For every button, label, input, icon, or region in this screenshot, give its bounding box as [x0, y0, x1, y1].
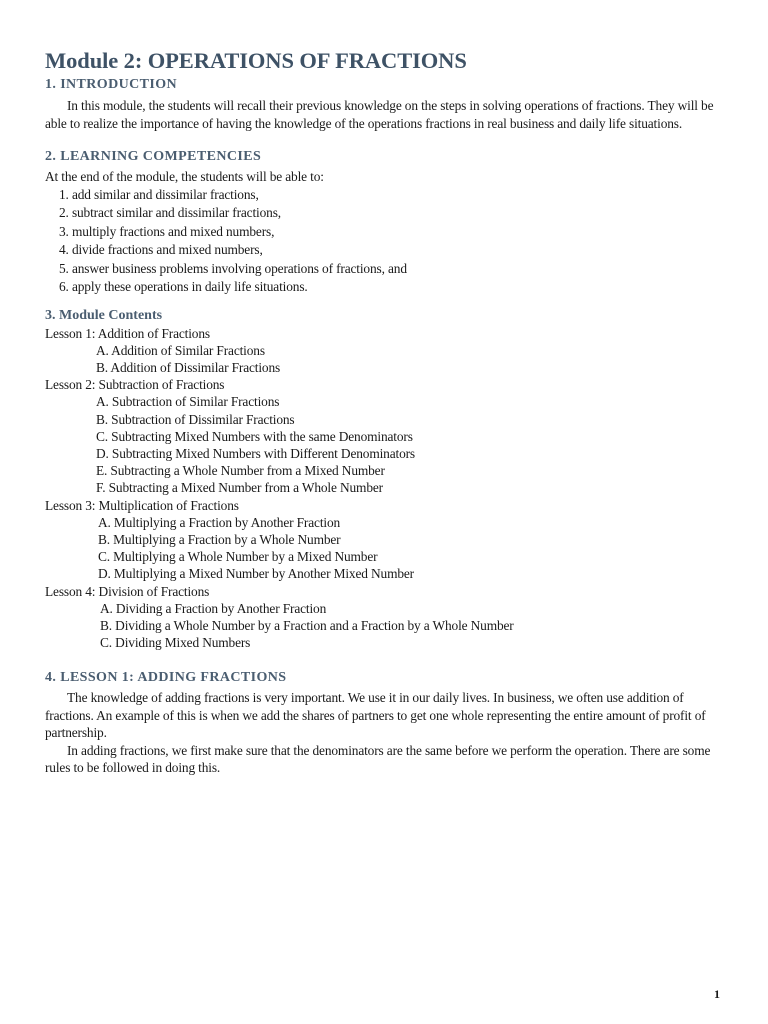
list-item: 3. multiply fractions and mixed numbers,	[59, 223, 275, 239]
lesson-1-heading: 4. LESSON 1: ADDING FRACTIONS	[45, 670, 287, 686]
document-page	[45, 46, 725, 777]
competencies-lead: At the end of the module, the students will be able to:	[45, 169, 324, 184]
page-number: 1	[714, 987, 720, 1001]
lesson-3-item: D. Multiplying a Mixed Number by Another Mixed Number	[98, 566, 414, 582]
lesson-2-item: F. Subtracting a Mixed Number from a Whole Number	[96, 480, 383, 496]
lesson-2-item: B. Subtraction of Dissimilar Fractions	[96, 411, 295, 427]
lesson-3-item: B. Multiplying a Fraction by a Whole Number	[98, 531, 341, 547]
lesson-2-item: E. Subtracting a Whole Number from a Mixed Number	[96, 463, 385, 479]
lesson-3-title: Lesson 3: Multiplication of Fractions	[45, 497, 239, 513]
lesson-3-item: A. Multiplying a Fraction by Another Fraction	[98, 514, 341, 530]
lesson-2-item: C. Subtracting Mixed Numbers with the same Denominators	[96, 428, 413, 444]
module-contents-heading: 3. Module Contents	[45, 307, 163, 323]
list-item: 6. apply these operations in daily life situations.	[59, 279, 308, 294]
lesson-1-item: A. Addition of Similar Fractions	[96, 342, 265, 358]
lesson-4-title: Lesson 4: Division of Fractions	[45, 583, 210, 599]
lesson-4-item: B. Dividing a Whole Number by a Fraction and a Fraction by a Whole Number	[100, 617, 514, 633]
lesson-4-item: C. Dividing Mixed Numbers	[100, 635, 251, 651]
lesson-2-item: A. Subtraction of Similar Fractions	[96, 394, 280, 410]
page-title: Module 2: OPERATIONS OF FRACTIONS	[45, 48, 467, 73]
list-item: 1. add similar and dissimilar fractions,	[59, 186, 259, 202]
lesson-3-item: C. Multiplying a Whole Number by a Mixed Number	[98, 549, 378, 565]
lesson-1-title: Lesson 1: Addition of Fractions	[45, 325, 210, 341]
competencies-list	[45, 186, 725, 297]
lesson-1-item: B. Addition of Dissimilar Fractions	[96, 359, 281, 375]
lesson-4-item: A. Dividing a Fraction by Another Fraction	[100, 600, 327, 616]
list-item: 5. answer business problems involving operations of fractions, and	[59, 260, 407, 276]
list-item: 2. subtract similar and dissimilar fractions,	[59, 205, 281, 220]
introduction-text: In this module, the students will recall their previous knowledge on the steps in solving operations of fractions. They will be able to realize the importance of having the knowledge of the operations fractions in real business and daily life situations.	[45, 98, 714, 131]
lesson-1-paragraph-2: In adding fractions, we first make sure that the denominators are the same before we perform the operation. There are some rules to be followed in doing this.	[45, 742, 711, 776]
lesson-2-item: D. Subtracting Mixed Numbers with Different Denominators	[96, 445, 415, 461]
introduction-heading: 1. INTRODUCTION	[45, 77, 178, 92]
lesson-2-title: Lesson 2: Subtraction of Fractions	[45, 377, 225, 393]
competencies-heading: 2. LEARNING COMPETENCIES	[45, 149, 262, 164]
list-item: 4. divide fractions and mixed numbers,	[59, 242, 263, 257]
lesson-1-paragraph-1: The knowledge of adding fractions is very important. We use it in our daily lives. In business, we often use addition of fractions. An example of this is when we add the shares of partners to get one whole representing the entire amount of profit of partnership.	[45, 690, 706, 741]
